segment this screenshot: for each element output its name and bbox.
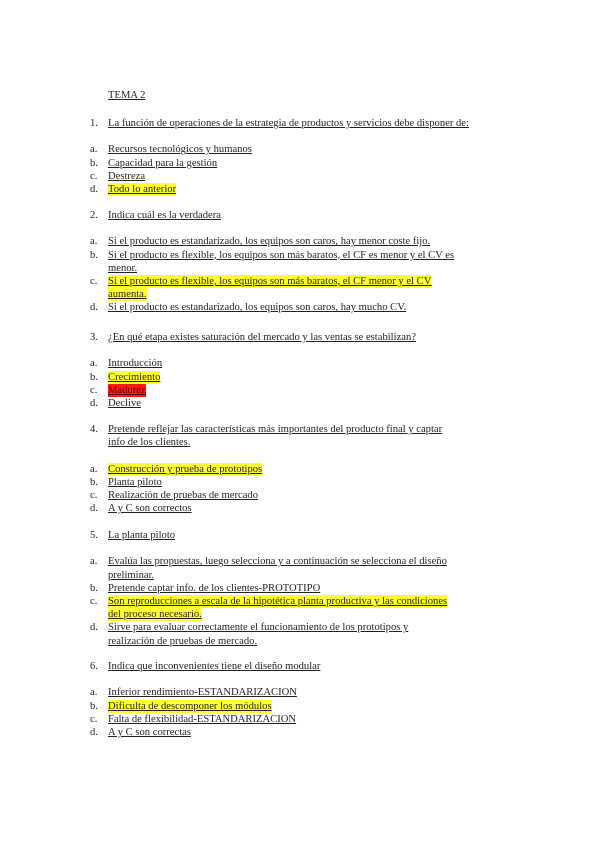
question-number: 4. bbox=[90, 424, 98, 435]
option-text: Realización de pruebas de mercado bbox=[108, 490, 259, 501]
option-letter: c. bbox=[90, 384, 98, 396]
question-number: 1. bbox=[90, 118, 98, 129]
question-number: 6. bbox=[90, 661, 98, 672]
question-text: Pretende reflejar las características más importantes del producto final y captar bbox=[108, 424, 443, 435]
option-text: Recursos tecnológicos y humanos bbox=[108, 144, 252, 156]
option-letter: d. bbox=[90, 503, 98, 515]
option-text: A y C son correctos bbox=[108, 503, 192, 515]
option-letter: a. bbox=[90, 687, 98, 699]
option-letter: a. bbox=[90, 144, 98, 156]
option-text: Sirve para evaluar correctamente el funcionamiento de los prototipos y bbox=[108, 622, 409, 634]
option-text: preliminar. bbox=[108, 569, 155, 581]
option-text: Construcción y prueba de prototipos bbox=[108, 463, 263, 475]
option-text: Introducción bbox=[108, 358, 163, 370]
option-letter: d. bbox=[90, 398, 98, 409]
question-text: La función de operaciones de la estrategia de productos y servicios debe disponer de: bbox=[108, 118, 469, 129]
option-text: Todo lo anterior bbox=[108, 184, 177, 195]
option-letter: d. bbox=[90, 727, 98, 738]
question-text: Indica que inconvenientes tiene el diseño modular bbox=[108, 661, 321, 672]
option-letter: c. bbox=[90, 713, 98, 725]
option-letter: b. bbox=[90, 582, 98, 594]
option-letter: c. bbox=[90, 170, 98, 182]
option-letter: d. bbox=[90, 302, 98, 314]
option-text: Dificulta de descomponer los módulos bbox=[108, 700, 272, 712]
option-text: Capacidad para la gestión bbox=[108, 157, 218, 169]
option-letter: a. bbox=[90, 463, 98, 475]
option-letter: b. bbox=[90, 371, 98, 383]
option-text: Planta piloto bbox=[108, 476, 162, 488]
option-letter: a. bbox=[90, 236, 98, 248]
question-text: Indica cuál es la verdadera bbox=[108, 210, 221, 221]
option-text: Evalúa las propuestas, luego selecciona y a continuación se selecciona el diseño bbox=[108, 556, 447, 568]
option-text: Son reproducciones a escala de la hipotética planta productiva y las condiciones bbox=[108, 596, 448, 607]
option-letter: b. bbox=[90, 249, 98, 261]
option-letter: c. bbox=[90, 276, 98, 287]
option-text: Destreza bbox=[108, 170, 146, 182]
question-number: 5. bbox=[90, 530, 98, 541]
option-letter: d. bbox=[90, 622, 98, 634]
option-text: Si el producto es estandarizado, los equipos son caros, hay menor coste fijo. bbox=[108, 236, 431, 248]
document-title: TEMA 2 bbox=[108, 90, 146, 101]
option-letter: c. bbox=[90, 596, 98, 607]
option-text: realización de pruebas de mercado. bbox=[108, 635, 258, 647]
option-text: Si el producto es flexible, los equipos son más baratos, el CF menor y el CV bbox=[108, 276, 432, 287]
option-letter: c. bbox=[90, 490, 98, 501]
option-text: Madurez bbox=[108, 384, 146, 396]
option-letter: b. bbox=[90, 157, 98, 169]
option-text: A y C son correctas bbox=[108, 727, 191, 738]
option-text: Si el producto es flexible, los equipos son más baratos, el CF es menor y el CV es bbox=[108, 249, 455, 261]
option-letter: d. bbox=[90, 184, 98, 195]
option-text: del proceso necesario. bbox=[108, 609, 202, 621]
option-letter: b. bbox=[90, 700, 98, 712]
option-text: menor. bbox=[108, 262, 138, 274]
question-number: 3. bbox=[90, 332, 98, 343]
question-text: ¿En qué etapa existes saturación del mercado y las ventas se estabilizan? bbox=[108, 332, 416, 343]
option-text: Si el producto es estandarizado, los equipos son caros, hay mucho CV. bbox=[108, 302, 407, 314]
option-text: Declive bbox=[108, 398, 141, 409]
option-text: aumenta. bbox=[108, 289, 147, 301]
question-text: La planta piloto bbox=[108, 530, 176, 541]
option-text: Inferior rendimiento-ESTANDARIZACION bbox=[108, 687, 297, 699]
question-text: info de los clientes. bbox=[108, 437, 191, 449]
option-text: Falta de flexibilidad-ESTANDARIZACION bbox=[108, 713, 297, 725]
option-text: Crecimiento bbox=[108, 371, 161, 383]
option-text: Pretende captar info. de los clientes-PROTOTIPO bbox=[108, 582, 321, 594]
option-letter: b. bbox=[90, 476, 98, 488]
option-letter: a. bbox=[90, 358, 98, 370]
question-number: 2. bbox=[90, 210, 98, 221]
option-letter: a. bbox=[90, 556, 98, 568]
